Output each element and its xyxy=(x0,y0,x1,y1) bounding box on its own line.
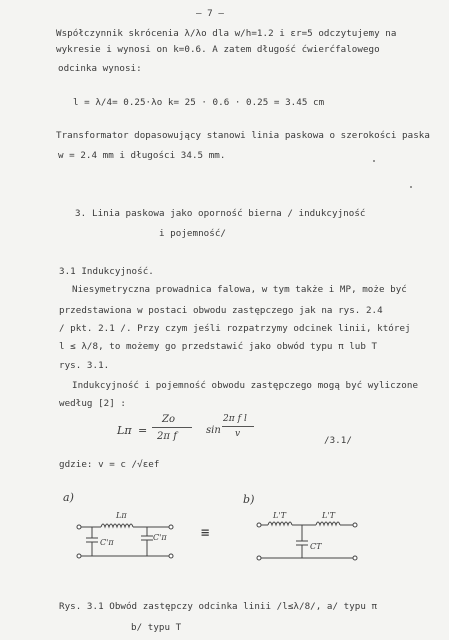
section31-line7: według [2] : xyxy=(59,398,126,409)
circuit-b-inductor-1 xyxy=(268,522,292,525)
figure-caption-line2: b/ typu T xyxy=(131,622,182,633)
figure-a-capacitor1-label: C'π xyxy=(100,538,114,547)
where-line: gdzie: v = c /√εef xyxy=(59,459,160,470)
figure-caption-line1: Rys. 3.1 Obwód zastępczy odcinka linii /l≤λ/8/, a/ typu π xyxy=(59,601,378,612)
section3-title-line2: i pojemność/ xyxy=(159,228,226,239)
section31-line2: przedstawiona w postaci obwodu zastępczego jak na rys. 2.4 xyxy=(59,305,383,316)
para2-line2: w = 2.4 mm i długości 34.5 mm. xyxy=(58,150,226,161)
figure-a-inductor-label: Lπ xyxy=(116,511,127,520)
circuit-b-inductor-2 xyxy=(316,522,340,525)
formula-lhs: Lπ xyxy=(117,424,132,437)
formula-sin: sin xyxy=(206,425,221,436)
section31-line1: Niesymetryczna prowadnica falowa, w tym także i MP, może być xyxy=(72,284,407,295)
section31-line5: rys. 3.1. xyxy=(59,360,110,371)
section3-title-line1: Linia paskowa jako oporność bierna / indukcyjność xyxy=(92,208,366,219)
figure-b-capacitor-label: CT xyxy=(310,542,322,551)
equation-quarter-wave: l = λ/4= 0.25·λo k= 25 · 0.6 · 0.25 = 3.45 cm xyxy=(73,97,325,108)
section31-line4: l ≤ λ/8, to możemy go przedstawić jako obwód typu π lub T xyxy=(59,341,378,352)
circuit-a-inductor xyxy=(101,524,133,527)
para1-line3: odcinka wynosi: xyxy=(58,63,142,74)
para1-line1: Współczynnik skrócenia λ/λo dla w/h=1.2 i εr=5 odczytujemy na xyxy=(56,28,397,39)
scan-speck xyxy=(410,186,412,188)
figure-label-b: b) xyxy=(243,493,255,506)
figure-equivalence-sign: ≡ xyxy=(201,525,210,541)
formula-sin-numerator: 2π f l xyxy=(223,414,247,424)
formula-number: /3.1/ xyxy=(324,435,352,446)
formula-sin-denominator: v xyxy=(235,429,241,439)
circuit-b xyxy=(260,522,354,558)
para1-line2: wykresie i wynosi on k=0.6. A zatem długość ćwierćfalowego xyxy=(56,44,380,55)
formula-eq: = xyxy=(138,424,148,437)
formula-numerator: Zo xyxy=(162,414,176,425)
section3-number: 3. xyxy=(75,208,87,219)
section31-heading: 3.1 Indukcyjność. xyxy=(59,266,154,277)
section31-line3: / pkt. 2.1 /. Przy czym jeśli rozpatrzymy odcinek linii, której xyxy=(59,323,411,334)
circuit-a xyxy=(80,524,170,556)
page-number: – 7 – xyxy=(196,8,224,19)
scan-speck xyxy=(373,160,375,162)
formula-denominator: 2π f xyxy=(157,431,178,442)
figure-b-inductor1-label: L'T xyxy=(273,511,286,520)
figure-b-inductor2-label: L'T xyxy=(322,511,335,520)
section31-line6: Indukcyjność i pojemność obwodu zastępczego mogą być wyliczone xyxy=(72,380,419,391)
para2-line1: Transformator dopasowujący stanowi linia paskowa o szerokości paska xyxy=(56,130,430,141)
figure-a-capacitor2-label: C'π xyxy=(153,533,167,542)
figure-label-a: a) xyxy=(63,491,74,504)
